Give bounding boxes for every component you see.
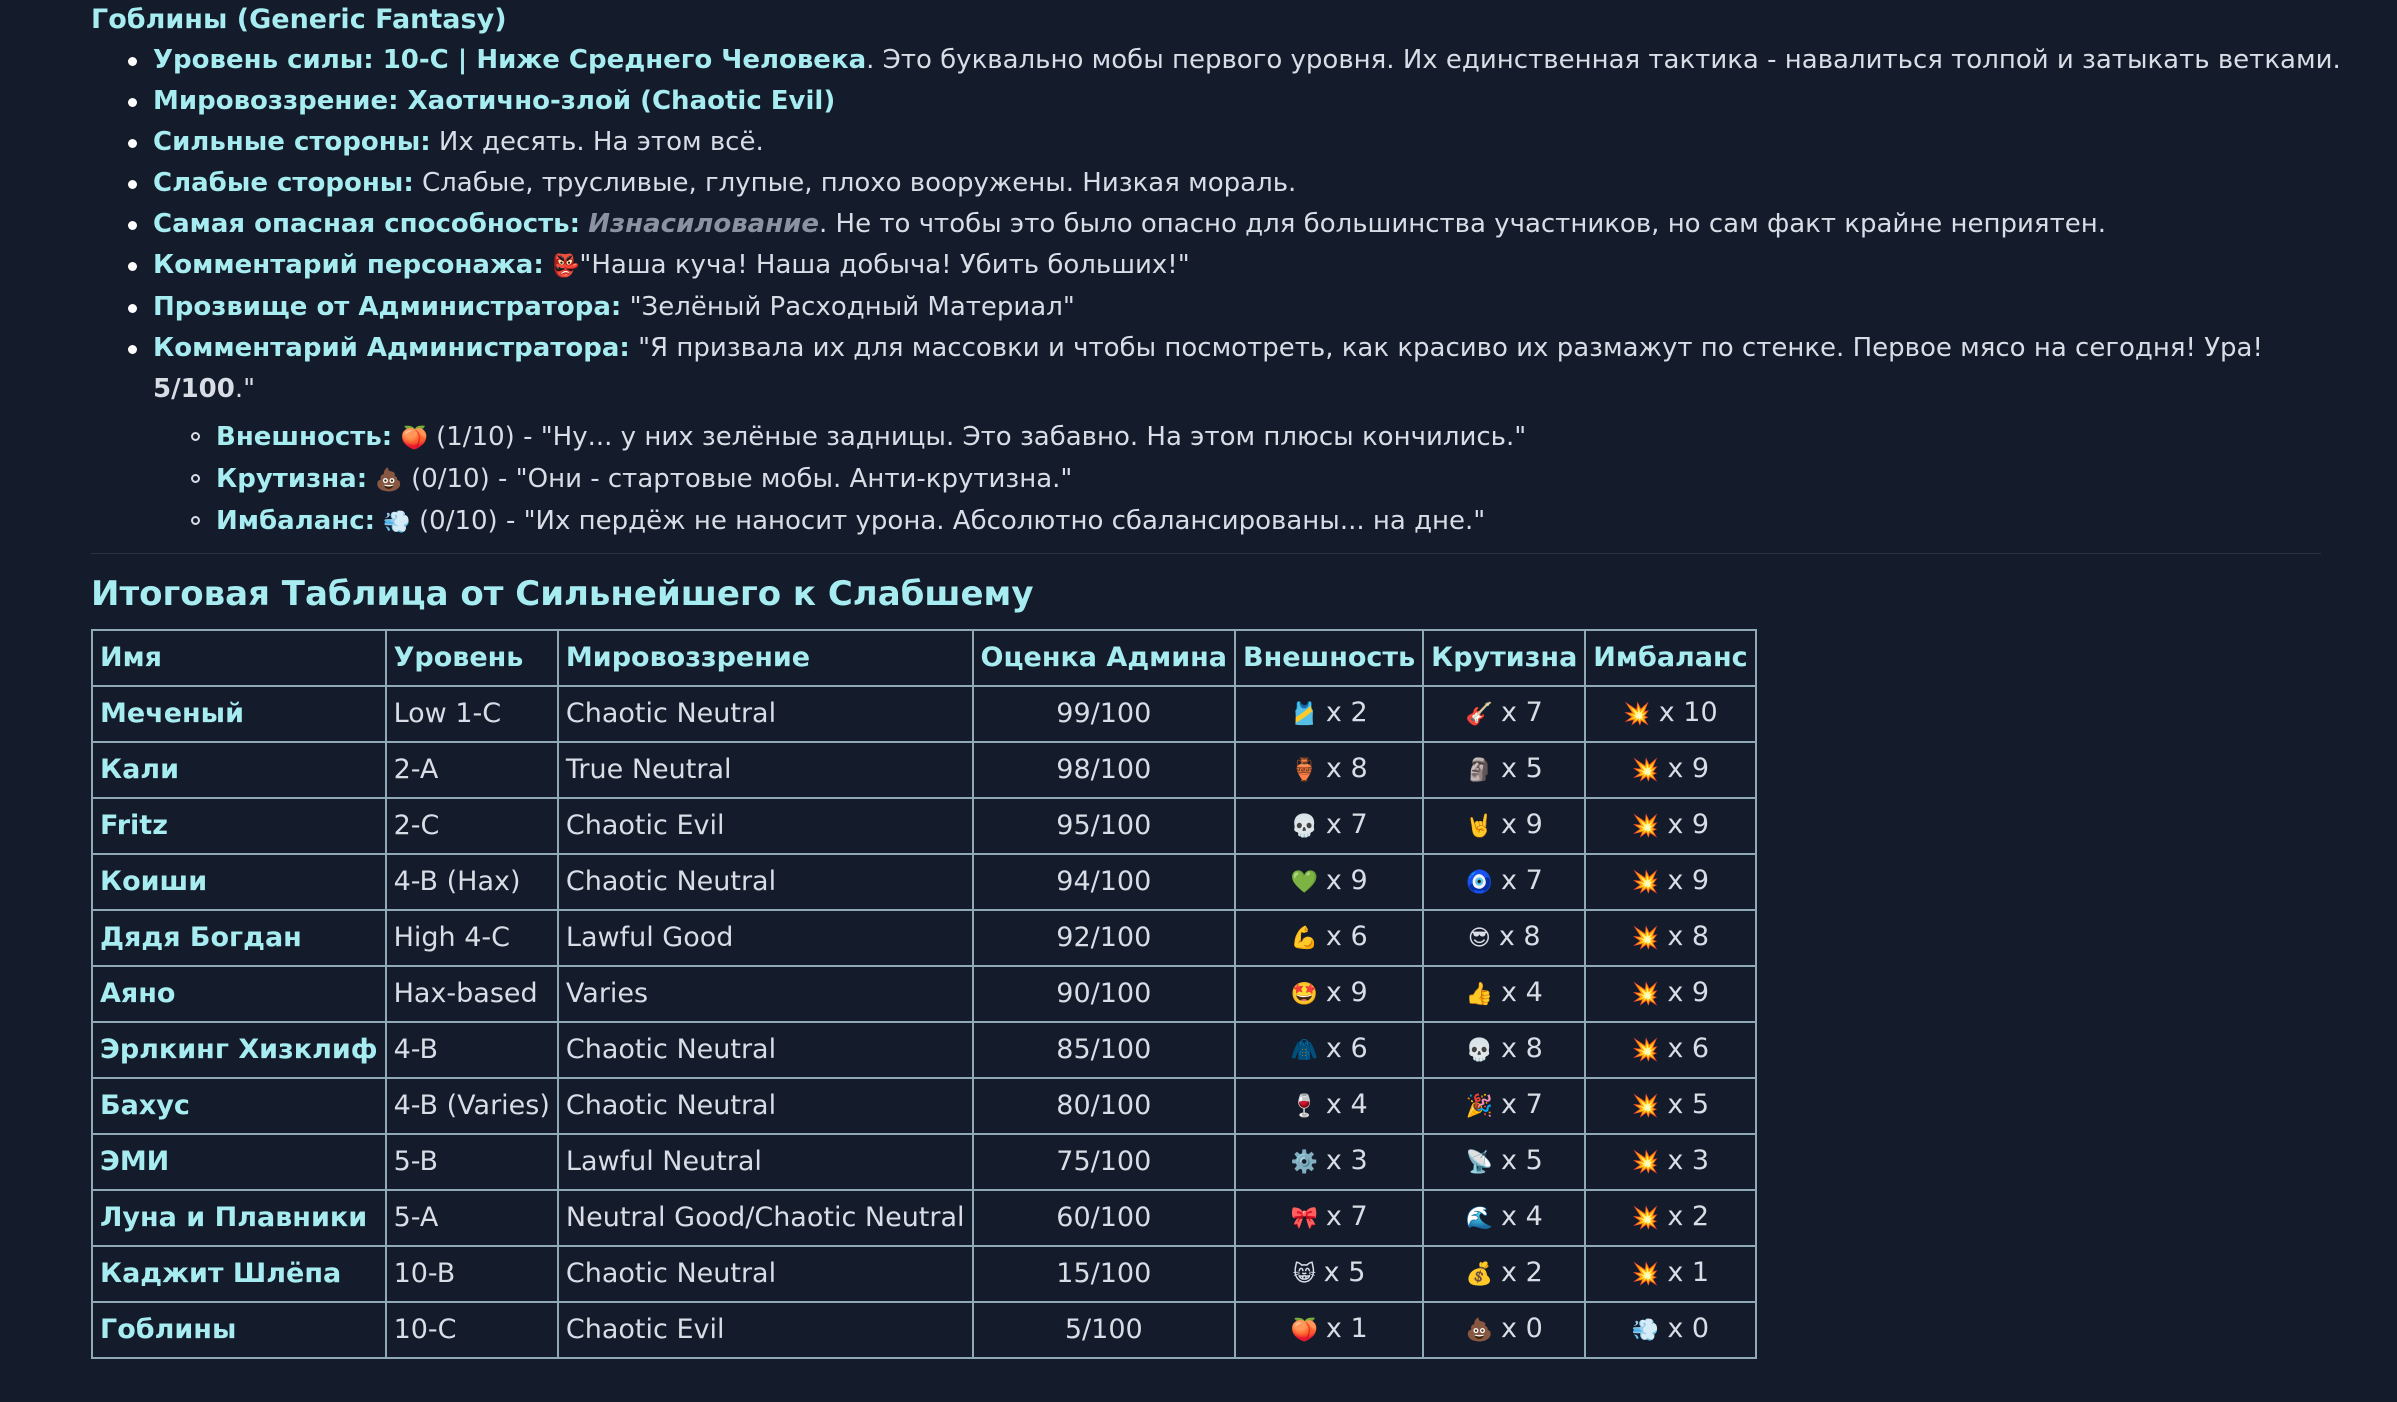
cell-value: x 4 <box>1501 977 1543 1008</box>
cell-tier: 5-B <box>386 1134 558 1190</box>
cell-looks <box>1235 742 1423 798</box>
cell-name: Fritz <box>92 798 386 854</box>
cell-tier: Hax-based <box>386 966 558 1022</box>
coolness-emoji-icon: 💩 <box>1465 1318 1494 1343</box>
cell-admin-score: 80/100 <box>973 1078 1235 1134</box>
cell-imbalance <box>1585 1022 1755 1078</box>
cell-imbalance <box>1585 1246 1755 1302</box>
list-item-strengths <box>153 122 2371 163</box>
cell-alignment: Chaotic Evil <box>558 798 973 854</box>
item-label: Слабые стороны: <box>153 168 414 198</box>
cell-value: x 7 <box>1325 1201 1368 1232</box>
item-text: . Это буквально мобы первого уровня. Их единственная тактика - навалиться толпой и затыкать ветками. <box>866 45 2341 75</box>
cell-value: x 1 <box>1325 1313 1368 1344</box>
cell-imbalance <box>1585 798 1755 854</box>
cell-alignment: Chaotic Neutral <box>558 1246 973 1302</box>
cell-coolness <box>1423 1134 1585 1190</box>
item-text: "Наша куча! Наша добыча! Убить больших!" <box>579 250 1190 280</box>
cell-alignment: Lawful Good <box>558 910 973 966</box>
cell-value: x 8 <box>1667 921 1710 952</box>
cell-name: Кали <box>92 742 386 798</box>
cell-looks <box>1235 966 1423 1022</box>
cell-value: x 5 <box>1667 1089 1710 1120</box>
table-row <box>92 1022 1756 1078</box>
cell-admin-score: 85/100 <box>973 1022 1235 1078</box>
imbalance-emoji-icon: 💥 <box>1631 1150 1660 1175</box>
cell-tier: 5-A <box>386 1190 558 1246</box>
table-row <box>92 1302 1756 1358</box>
cell-looks <box>1235 1246 1423 1302</box>
imbalance-emoji-icon: 💨 <box>1631 1318 1660 1343</box>
cell-name: Коиши <box>92 854 386 910</box>
document-body <box>91 0 2371 1359</box>
cell-alignment: True Neutral <box>558 742 973 798</box>
item-label: Комментарий персонажа: <box>153 250 544 280</box>
cell-value: x 9 <box>1667 865 1710 896</box>
list-item-admin-comment <box>153 328 2371 543</box>
cell-value: x 9 <box>1325 865 1368 896</box>
cell-admin-score: 90/100 <box>973 966 1235 1022</box>
peach-icon: 🍑 <box>400 426 428 451</box>
header-admin-score: Оценка Админа <box>973 630 1235 686</box>
table-header-row <box>92 630 1756 686</box>
imbalance-emoji-icon: 💥 <box>1623 702 1651 727</box>
cell-imbalance <box>1585 1134 1755 1190</box>
cell-coolness <box>1423 686 1585 742</box>
cell-name: Аяно <box>92 966 386 1022</box>
cell-value: x 9 <box>1667 977 1710 1008</box>
imbalance-emoji-icon: 💥 <box>1631 1206 1660 1231</box>
cell-looks <box>1235 1134 1423 1190</box>
item-label: Крутизна: <box>216 464 368 494</box>
admin-score: 5/100 <box>153 374 235 404</box>
cell-name: Луна и Плавники <box>92 1190 386 1246</box>
cell-coolness <box>1423 1078 1585 1134</box>
table-row <box>92 854 1756 910</box>
looks-emoji-icon: 😸 <box>1292 1262 1316 1287</box>
cell-coolness <box>1423 798 1585 854</box>
cell-value: x 9 <box>1667 809 1710 840</box>
cell-admin-score: 95/100 <box>973 798 1235 854</box>
table-row <box>92 798 1756 854</box>
cell-name: Эрлкинг Хизклиф <box>92 1022 386 1078</box>
cell-value: x 7 <box>1501 1089 1543 1120</box>
header-tier: Уровень <box>386 630 558 686</box>
list-item-character-comment <box>153 245 2371 287</box>
looks-emoji-icon: 🎽 <box>1290 702 1318 727</box>
cell-looks <box>1235 910 1423 966</box>
list-item-admin-nickname <box>153 287 2371 328</box>
table-row <box>92 1078 1756 1134</box>
cell-looks <box>1235 854 1423 910</box>
cell-tier: 2-A <box>386 742 558 798</box>
ranking-table <box>91 629 1757 1359</box>
cell-value: x 4 <box>1501 1201 1543 1232</box>
imbalance-emoji-icon: 💥 <box>1631 814 1660 839</box>
cell-tier: 10-B <box>386 1246 558 1302</box>
dash-icon: 💨 <box>383 510 411 535</box>
item-text: Их десять. На этом всё. <box>430 127 764 157</box>
cell-coolness <box>1423 1302 1585 1358</box>
cell-name: Бахус <box>92 1078 386 1134</box>
looks-emoji-icon: 💪 <box>1290 926 1318 951</box>
cell-coolness <box>1423 910 1585 966</box>
cell-tier: 4-B (Hax) <box>386 854 558 910</box>
looks-emoji-icon: 🍷 <box>1290 1094 1318 1119</box>
item-label: Внешность: <box>216 422 393 452</box>
goblin-details-list <box>91 40 2371 543</box>
divider <box>91 553 2321 554</box>
cell-looks <box>1235 1302 1423 1358</box>
imbalance-emoji-icon: 💥 <box>1631 1038 1660 1063</box>
rating-sublist <box>153 417 2371 543</box>
cell-admin-score: 15/100 <box>973 1246 1235 1302</box>
cell-coolness <box>1423 1022 1585 1078</box>
imbalance-emoji-icon: 💥 <box>1631 870 1660 895</box>
cell-admin-score: 75/100 <box>973 1134 1235 1190</box>
cell-coolness <box>1423 742 1585 798</box>
cell-value: x 6 <box>1325 921 1368 952</box>
cell-name: Дядя Богдан <box>92 910 386 966</box>
cell-looks <box>1235 1190 1423 1246</box>
item-label: Прозвище от Администратора: <box>153 292 622 322</box>
looks-emoji-icon: 🏺 <box>1290 758 1318 783</box>
coolness-emoji-icon: 🧿 <box>1465 870 1494 895</box>
item-label: Имбаланс: <box>216 506 376 536</box>
cell-imbalance <box>1585 742 1755 798</box>
cell-value: x 0 <box>1667 1313 1710 1344</box>
item-text-end: ." <box>234 374 256 404</box>
table-row <box>92 1134 1756 1190</box>
item-label: Комментарий Администратора: <box>153 333 630 363</box>
cell-tier: 10-C <box>386 1302 558 1358</box>
looks-emoji-icon: 💀 <box>1290 814 1318 839</box>
list-item-dangerous-ability <box>153 204 2371 245</box>
cell-admin-score: 60/100 <box>973 1190 1235 1246</box>
cell-tier: High 4-C <box>386 910 558 966</box>
cell-tier: 2-C <box>386 798 558 854</box>
imbalance-emoji-icon: 💥 <box>1631 926 1660 951</box>
cell-coolness <box>1423 966 1585 1022</box>
table-row <box>92 1246 1756 1302</box>
looks-emoji-icon: 🍑 <box>1290 1318 1318 1343</box>
imbalance-emoji-icon: 💥 <box>1631 1094 1660 1119</box>
item-text: . Не то чтобы это было опасно для большинства участников, но сам факт крайне неприятен. <box>819 209 2106 239</box>
cell-tier: 4-B (Varies) <box>386 1078 558 1134</box>
cell-value: x 5 <box>1323 1257 1366 1288</box>
cell-value: x 10 <box>1658 697 1718 728</box>
cell-value: x 9 <box>1325 977 1368 1008</box>
table-row <box>92 686 1756 742</box>
cell-coolness <box>1423 854 1585 910</box>
cell-value: x 7 <box>1325 809 1368 840</box>
cell-imbalance <box>1585 966 1755 1022</box>
coolness-emoji-icon: 🗿 <box>1465 758 1494 783</box>
cell-value: x 9 <box>1667 753 1710 784</box>
item-label: Уровень силы: 10-C | Ниже Среднего Человека <box>153 45 867 75</box>
cell-value: x 2 <box>1501 1257 1543 1288</box>
table-row <box>92 742 1756 798</box>
looks-emoji-icon: ⚙️ <box>1290 1150 1318 1175</box>
coolness-emoji-icon: 🤘 <box>1465 814 1494 839</box>
cell-alignment: Varies <box>558 966 973 1022</box>
cell-value: x 5 <box>1501 753 1543 784</box>
item-text: (1/10) - "Ну... у них зелёные задницы. Это забавно. На этом плюсы кончились." <box>436 422 1527 452</box>
imbalance-emoji-icon: 💥 <box>1631 1262 1660 1287</box>
coolness-emoji-icon: 🎉 <box>1465 1094 1494 1119</box>
table-row <box>92 1190 1756 1246</box>
cell-name: Меченый <box>92 686 386 742</box>
cell-value: x 5 <box>1501 1145 1543 1176</box>
cell-looks <box>1235 686 1423 742</box>
header-coolness: Крутизна <box>1423 630 1585 686</box>
table-body <box>92 686 1756 1358</box>
cell-admin-score: 99/100 <box>973 686 1235 742</box>
cell-value: x 8 <box>1501 1033 1543 1064</box>
cell-alignment: Chaotic Evil <box>558 1302 973 1358</box>
cell-admin-score: 94/100 <box>973 854 1235 910</box>
cell-value: x 3 <box>1325 1145 1368 1176</box>
cell-value: x 3 <box>1667 1145 1710 1176</box>
cell-alignment: Chaotic Neutral <box>558 1078 973 1134</box>
table-row <box>92 966 1756 1022</box>
list-item-alignment <box>153 81 2371 122</box>
sublist-item-imbalance <box>216 501 2371 543</box>
header-looks: Внешность <box>1235 630 1423 686</box>
coolness-emoji-icon: 🎸 <box>1465 702 1494 727</box>
cell-value: x 0 <box>1501 1313 1543 1344</box>
cell-coolness <box>1423 1190 1585 1246</box>
cell-value: x 2 <box>1667 1201 1710 1232</box>
cell-value: x 2 <box>1325 697 1368 728</box>
item-text: "Я призвала их для массовки и чтобы посмотреть, как красиво их размажут по стенке. Первое мясо на сегодня! Ура! <box>629 333 2263 363</box>
cell-value: x 9 <box>1501 809 1543 840</box>
header-imbalance: Имбаланс <box>1585 630 1755 686</box>
cell-admin-score: 5/100 <box>973 1302 1235 1358</box>
cell-alignment: Chaotic Neutral <box>558 854 973 910</box>
cell-tier: Low 1-C <box>386 686 558 742</box>
cell-imbalance <box>1585 854 1755 910</box>
cell-looks <box>1235 798 1423 854</box>
cell-imbalance <box>1585 910 1755 966</box>
looks-emoji-icon: 🧥 <box>1290 1038 1318 1063</box>
coolness-emoji-icon: 💰 <box>1465 1262 1494 1287</box>
cell-name: Каджит Шлёпа <box>92 1246 386 1302</box>
coolness-emoji-icon: 📡 <box>1465 1150 1494 1175</box>
section-title: Гоблины (Generic Fantasy) <box>91 4 507 35</box>
looks-emoji-icon: 🎀 <box>1290 1206 1318 1231</box>
poop-icon: 💩 <box>375 468 403 493</box>
goblin-mask-icon: 👺 <box>552 254 580 279</box>
coolness-emoji-icon: 💀 <box>1465 1038 1494 1063</box>
cell-alignment: Neutral Good/Chaotic Neutral <box>558 1190 973 1246</box>
cell-alignment: Lawful Neutral <box>558 1134 973 1190</box>
item-text: "Зелёный Расходный Материал" <box>621 292 1075 322</box>
cell-admin-score: 92/100 <box>973 910 1235 966</box>
coolness-emoji-icon: 👍 <box>1465 982 1494 1007</box>
cell-value: x 8 <box>1325 753 1368 784</box>
list-item-weaknesses <box>153 163 2371 204</box>
coolness-emoji-icon: 🌊 <box>1465 1206 1494 1231</box>
looks-emoji-icon: 💚 <box>1290 870 1318 895</box>
sublist-item-looks <box>216 417 2371 459</box>
cell-value: x 1 <box>1667 1257 1710 1288</box>
cell-name: Гоблины <box>92 1302 386 1358</box>
cell-imbalance <box>1585 1302 1755 1358</box>
item-text: (0/10) - "Они - стартовые мобы. Анти-крутизна." <box>411 464 1073 494</box>
cell-value: x 4 <box>1325 1089 1368 1120</box>
cell-imbalance <box>1585 1078 1755 1134</box>
cell-coolness <box>1423 1246 1585 1302</box>
cell-looks <box>1235 1022 1423 1078</box>
list-item-power <box>153 40 2371 81</box>
cell-imbalance <box>1585 1190 1755 1246</box>
cell-looks <box>1235 1078 1423 1134</box>
table-row <box>92 910 1756 966</box>
looks-emoji-icon: 🤩 <box>1290 982 1318 1007</box>
item-text: (0/10) - "Их пердёж не наносит урона. Абсолютно сбалансированы... на дне." <box>419 506 1486 536</box>
header-alignment: Мировоззрение <box>558 630 973 686</box>
header-name: Имя <box>92 630 386 686</box>
cell-value: x 6 <box>1325 1033 1368 1064</box>
ability-name: Изнасилование <box>588 209 820 239</box>
cell-imbalance <box>1585 686 1755 742</box>
cell-value: x 6 <box>1667 1033 1710 1064</box>
sublist-item-coolness <box>216 459 2371 501</box>
table-title: Итоговая Таблица от Сильнейшего к Слабшему <box>91 574 1034 614</box>
cell-alignment: Chaotic Neutral <box>558 686 973 742</box>
item-text: Слабые, трусливые, глупые, плохо вооружены. Низкая мораль. <box>413 168 1297 198</box>
imbalance-emoji-icon: 💥 <box>1631 982 1660 1007</box>
item-label: Сильные стороны: <box>153 127 431 157</box>
item-label: Мировоззрение: Хаотично-злой (Chaotic Evil) <box>153 86 836 116</box>
imbalance-emoji-icon: 💥 <box>1631 758 1660 783</box>
cell-value: x 7 <box>1501 865 1543 896</box>
cell-alignment: Chaotic Neutral <box>558 1022 973 1078</box>
coolness-emoji-icon: 😎 <box>1467 926 1491 951</box>
cell-value: x 7 <box>1501 697 1543 728</box>
item-label: Самая опасная способность: <box>153 209 581 239</box>
cell-value: x 8 <box>1498 921 1541 952</box>
cell-admin-score: 98/100 <box>973 742 1235 798</box>
cell-name: ЭМИ <box>92 1134 386 1190</box>
cell-tier: 4-B <box>386 1022 558 1078</box>
